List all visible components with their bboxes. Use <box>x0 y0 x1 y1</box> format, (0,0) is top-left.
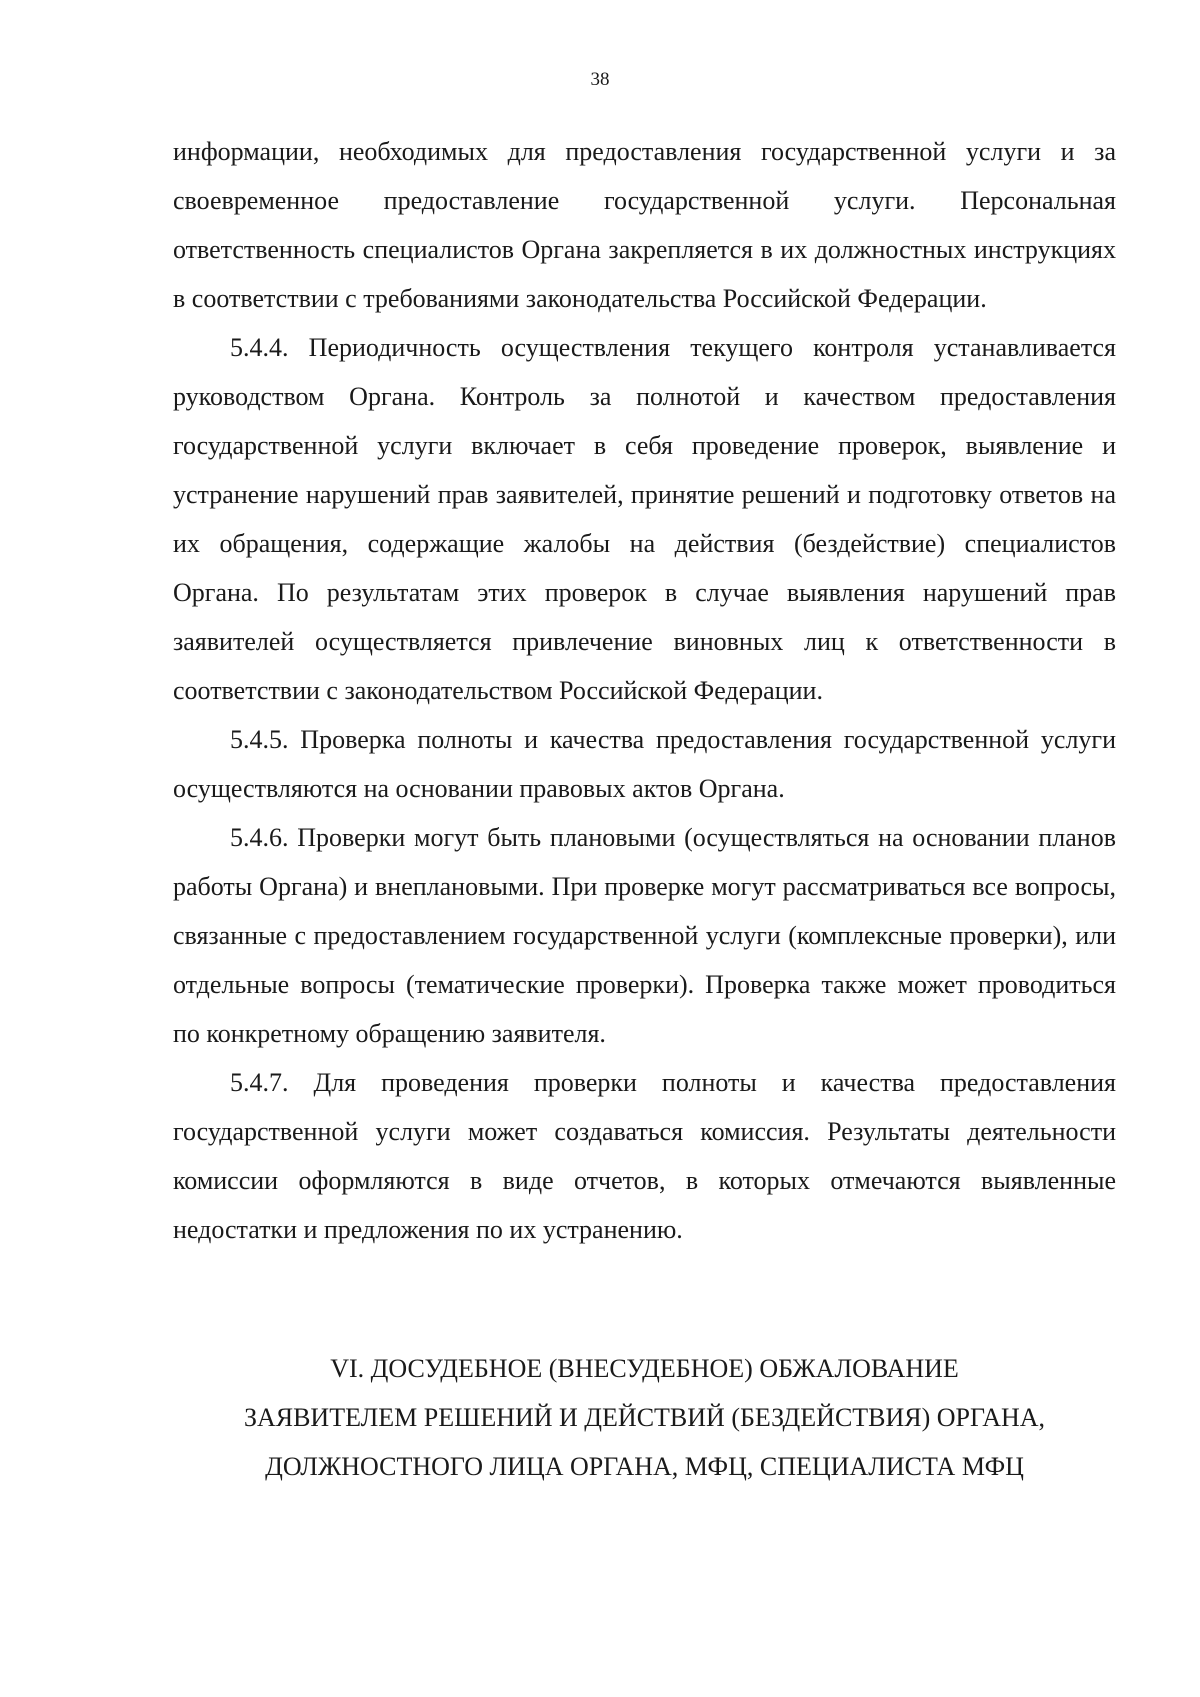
section-heading <box>173 1344 1116 1491</box>
paragraph-5-4-7: 5.4.7. Для проведения проверки полноты и качества предоставления государственной услуги может создаваться комиссия. Результаты деятельности комиссии оформляются в виде отчетов, в которых отмечаются выявленные недостатки и предложения по их устранению. <box>173 1068 1116 1244</box>
page-number: 38 <box>590 69 610 90</box>
paragraph-5-4-6: 5.4.6. Проверки могут быть плановыми (осуществляться на основании планов работы Органа) и внеплановыми. При проверке могут рассматриваться все вопросы, связанные с предоставлением государственной услуги (комплексные проверки), или отдельные вопросы (тематические проверки). Проверка также может проводиться по конкретному обращению заявителя. <box>173 823 1116 1048</box>
document-body <box>173 127 1116 1254</box>
section-heading-line-1: VI. ДОСУДЕБНОЕ (ВНЕСУДЕБНОЕ) ОБЖАЛОВАНИЕ <box>330 1354 959 1383</box>
paragraph-5-4-4: 5.4.4. Периодичность осуществления текущего контроля устанавливается руководством Органа. Контроль за полнотой и качеством предоставления государственной услуги включает в себя проведение проверок, выявление и устранение нарушений прав заявителей, принятие решений и подготовку ответов на их обращения, содержащие жалобы на действия (бездействие) специалистов Органа. По результатам этих проверок в случае выявления нарушений прав заявителей осуществляется привлечение виновных лиц к ответственности в соответствии с законодательством Российской Федерации. <box>173 333 1116 705</box>
paragraph-5-4-5: 5.4.5. Проверка полноты и качества предоставления государственной услуги осуществляются на основании правовых актов Органа. <box>173 725 1116 803</box>
section-heading-line-2: ЗАЯВИТЕЛЕМ РЕШЕНИЙ И ДЕЙСТВИЙ (БЕЗДЕЙСТВИЯ) ОРГАНА, <box>243 1403 1046 1432</box>
section-heading-line-3: ДОЛЖНОСТНОГО ЛИЦА ОРГАНА, МФЦ, СПЕЦИАЛИСТА МФЦ <box>265 1452 1024 1481</box>
paragraph-continuation: информации, необходимых для предоставления государственной услуги и за своевременное предоставление государственной услуги. Персональная ответственность специалистов Органа закрепляется в их должностных инструкциях в соответствии с требованиями законодательства Российской Федерации. <box>173 137 1116 313</box>
